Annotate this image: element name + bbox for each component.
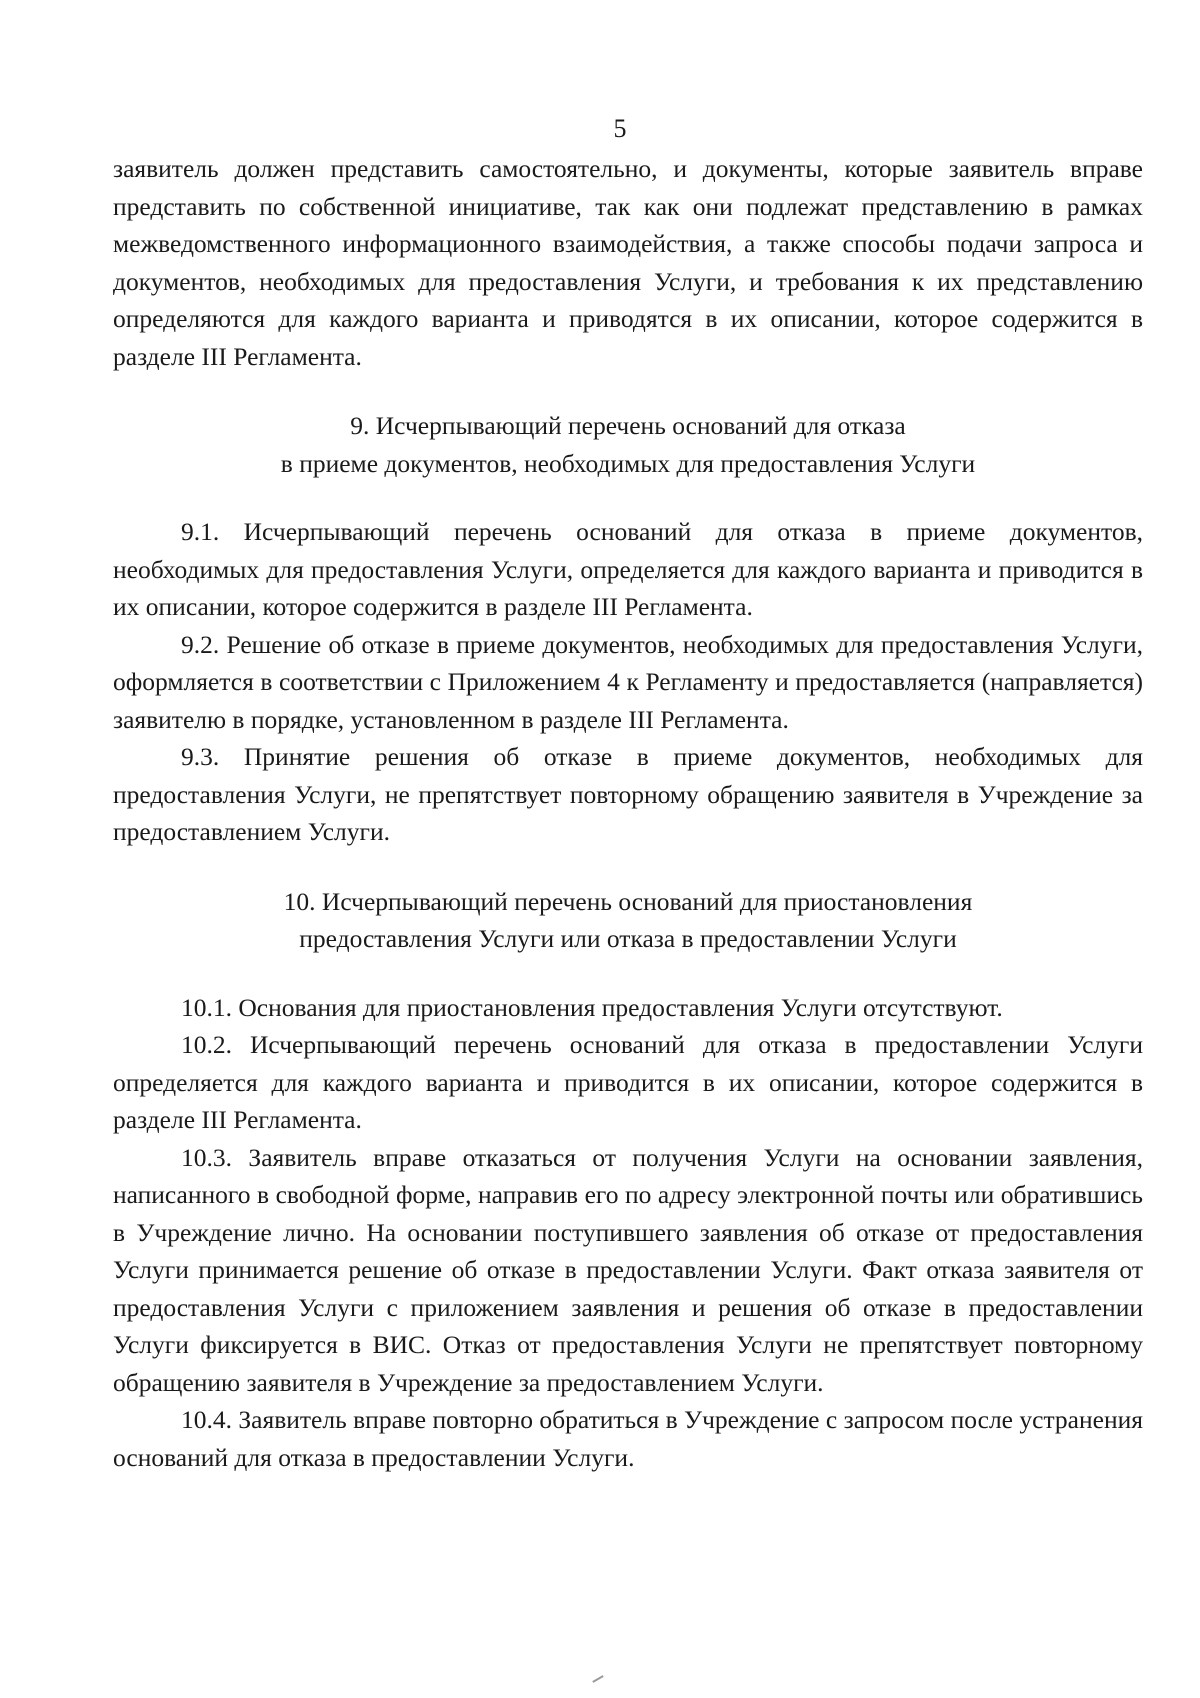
section-9-heading-line-2: в приеме документов, необходимых для предоставления Услуги	[280, 448, 976, 478]
paragraph-9-3: 9.3. Принятие решения об отказе в приеме документов, необходимых для предоставления Услуги, не препятствует повторному обращению заявителя в Учреждение за предоставлением Услуги.	[113, 742, 1143, 846]
paragraph-10-3: 10.3. Заявитель вправе отказаться от получения Услуги на основании заявления, написанного в свободной форме, направив его по адресу электронной почты или обратившись в Учреждение лично. На основании поступившего заявления об отказе от предоставления Услуги принимается решение об отказе в предоставлении Услуги. Факт отказа заявителя от предоставления Услуги с приложением заявления и решения об отказе в предоставлении Услуги фиксируется в ВИС. Отказ от предоставления Услуги не препятствует повторному обращению заявителя в Учреждение за предоставлением Услуги.	[113, 1142, 1143, 1397]
section-10-heading-line-2: предоставления Услуги или отказа в предоставлении Услуги	[299, 924, 957, 953]
paragraph-9-1: 9.1. Исчерпывающий перечень оснований для отказа в приеме документов, необходимых для предоставления Услуги, определяется для каждого варианта и приводится в их описании, которое содержится в разделе III Регламента.	[113, 517, 1143, 621]
page-number: 5	[613, 114, 627, 143]
paragraph-10-1: 10.1. Основания для приостановления предоставления Услуги отсутствуют.	[181, 992, 1003, 1022]
paragraph-9-2: 9.2. Решение об отказе в приеме документов, необходимых для предоставления Услуги, оформляется в соответствии с Приложением 4 к Регламенту и предоставляется (направляется) заявителю в порядке, установленном в разделе III Регламента.	[113, 629, 1143, 734]
intro-paragraph: заявитель должен представить самостоятельно, и документы, которые заявитель вправе представить по собственной инициативе, так как они подлежат представлению в рамках межведомственного информационного взаимодействия, а также способы подачи запроса и документов, необходимых для предоставления Услуги, и требования к их представлению определяются для каждого варианта и приводятся в их описании, которое содержится в разделе III Регламента.	[113, 154, 1143, 371]
paragraph-10-4: 10.4. Заявитель вправе повторно обратиться в Учреждение с запросом после устранения оснований для отказа в предоставлении Услуги.	[113, 1405, 1143, 1472]
section-9-heading	[113, 407, 1143, 482]
scan-mark	[592, 1675, 603, 1683]
document-body	[113, 150, 1143, 1476]
section-10-heading-line-1: 10. Исчерпывающий перечень оснований для приостановления	[283, 886, 973, 916]
section-10-heading	[113, 883, 1143, 958]
section-9-heading-line-1: 9. Исчерпывающий перечень оснований для отказа	[350, 411, 906, 440]
paragraph-10-2: 10.2. Исчерпывающий перечень оснований для отказа в предоставлении Услуги определяется для каждого варианта и приводится в их описании, которое содержится в разделе III Регламента.	[113, 1030, 1143, 1134]
